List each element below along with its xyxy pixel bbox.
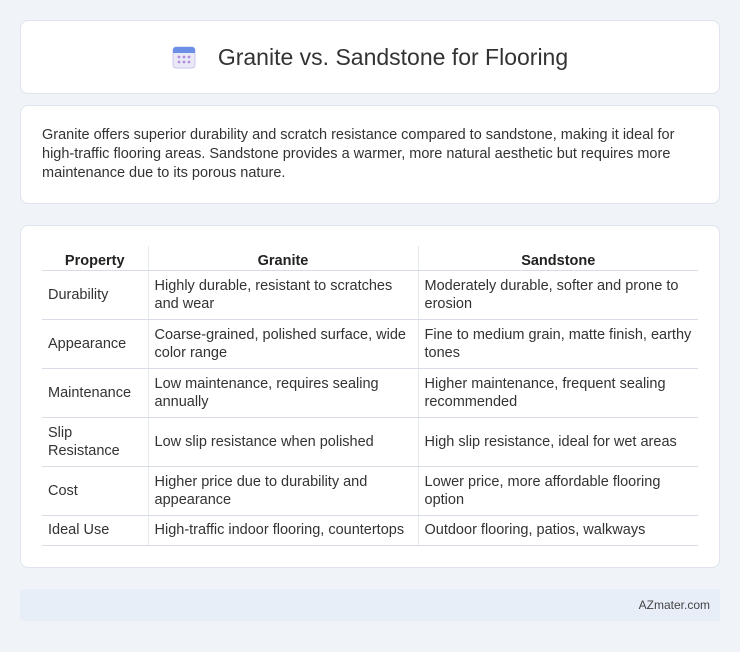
table-row: [42, 417, 698, 466]
granite-cell: High-traffic indoor flooring, countertops: [148, 515, 418, 545]
granite-cell: Higher price due to durability and appearance: [148, 466, 418, 515]
granite-cell: Highly durable, resistant to scratches and wear: [148, 270, 418, 319]
property-cell: Cost: [42, 466, 148, 515]
sandstone-cell: High slip resistance, ideal for wet areas: [418, 417, 698, 466]
footer: [20, 589, 720, 621]
calendar-icon: [172, 45, 196, 69]
granite-cell: Low maintenance, requires sealing annually: [148, 368, 418, 417]
table-row: [42, 466, 698, 515]
sandstone-cell: Moderately durable, softer and prone to erosion: [418, 270, 698, 319]
granite-cell: Low slip resistance when polished: [148, 417, 418, 466]
property-cell: Maintenance: [42, 368, 148, 417]
property-cell: Ideal Use: [42, 515, 148, 545]
sandstone-cell: Fine to medium grain, matte finish, earthy tones: [418, 319, 698, 368]
table-row: [42, 319, 698, 368]
header-property: Property: [42, 246, 148, 270]
table-row: [42, 515, 698, 545]
intro-paragraph: Granite offers superior durability and scratch resistance compared to sandstone, making it ideal for high-traffic flooring areas. Sandstone provides a warmer, more natural aesthetic but requires more maintenance due to its porous nature.: [42, 127, 675, 181]
granite-cell: Coarse-grained, polished surface, wide color range: [148, 319, 418, 368]
sandstone-cell: Higher maintenance, frequent sealing recommended: [418, 368, 698, 417]
title-card: [20, 20, 720, 94]
header-granite: Granite: [148, 246, 418, 270]
table-header-row: [42, 246, 698, 270]
sandstone-cell: Outdoor flooring, patios, walkways: [418, 515, 698, 545]
footer-brand: AZmater.com: [638, 598, 710, 612]
table-row: [42, 368, 698, 417]
comparison-card: [20, 225, 720, 568]
property-cell: Durability: [42, 270, 148, 319]
intro-card: [20, 105, 720, 204]
comparison-table: [42, 246, 698, 546]
header-sandstone: Sandstone: [418, 246, 698, 270]
property-cell: Slip Resistance: [42, 417, 148, 466]
page-title: Granite vs. Sandstone for Flooring: [217, 43, 569, 70]
table-row: [42, 270, 698, 319]
sandstone-cell: Lower price, more affordable flooring option: [418, 466, 698, 515]
property-cell: Appearance: [42, 319, 148, 368]
